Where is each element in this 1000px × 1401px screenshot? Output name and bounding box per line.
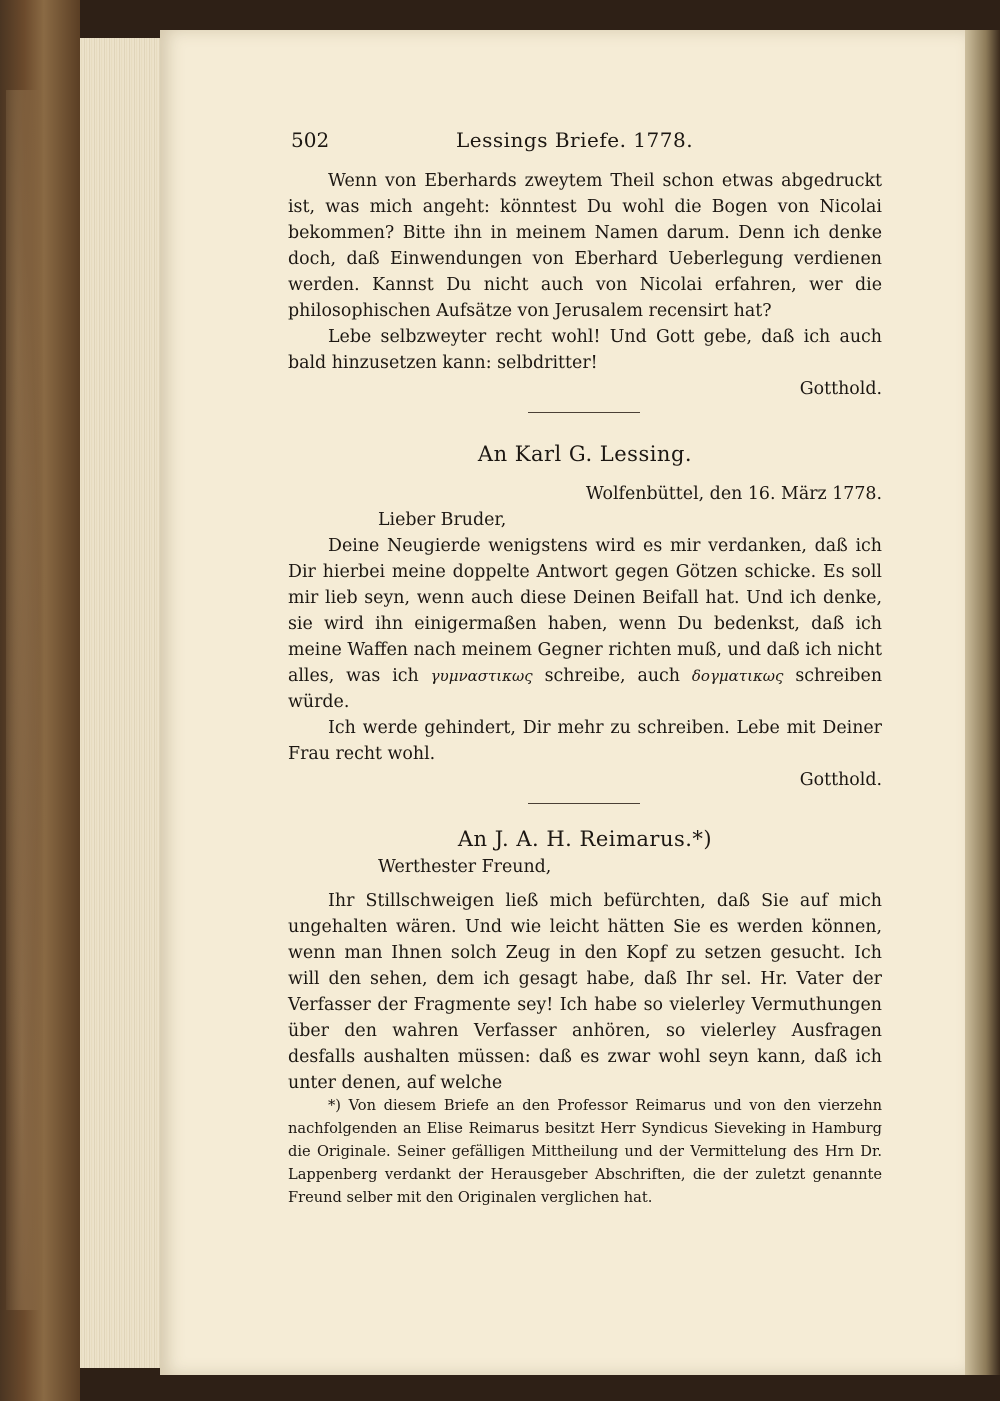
greek-word: δογματικως xyxy=(691,667,784,685)
marbled-cover xyxy=(6,90,46,1310)
page-shadow-edge xyxy=(965,30,1000,1375)
paragraph: Ich werde gehindert, Dir mehr zu schreiben. Lebe mit Deiner Frau recht wohl. xyxy=(288,718,882,764)
greek-word: γυμναστικως xyxy=(430,667,533,685)
footnote-text: *) Von diesem Briefe an den Professor Reimarus und von den vierzehn nachfolgenden an Elise Reimarus besitzt Herr Syndicus Sieveking in Hamburg die Originale. Seiner gefälligen Mittheilung und der Vermittelung des Hrn Dr. Lappenberg verdankt der Herausgeber Abschriften, die der zuletzt genannte Freund selber mit den Originalen verglichen hat. xyxy=(288,1097,882,1206)
paragraph: Lebe selbzweyter recht wohl! Und Gott gebe, daß ich auch bald hinzusetzen kann: selbdritter! xyxy=(288,327,882,373)
paragraph: Wenn von Eberhards zweytem Theil schon etwas abgedruckt ist, was mich angeht: könntest Du wohl die Bogen von Nicolai bekommen? Bitte ihn in meinem Namen darum. Denn ich denke doch, daß Einwendungen von Eberhard Ueberlegung verdienen werden. Kannst Du nicht auch von Nicolai erfahren, wer die philosophischen Aufsätze von Jerusalem recensirt hat? xyxy=(288,171,882,321)
paragraph xyxy=(288,533,882,715)
page-body xyxy=(288,168,882,1096)
page-number: 502 xyxy=(291,128,330,152)
page-stack-edge xyxy=(80,38,166,1368)
footnote xyxy=(288,1094,882,1209)
letter-heading: An Karl G. Lessing. xyxy=(477,442,693,466)
paragraph: Ihr Stillschweigen ließ mich befürchten, daß Sie auf mich ungehalten wären. Und wie leicht hätten Sie es werden können, wenn man Ihnen solch Zeug in den Kopf zu setzen gesucht. Ich will den sehen, dem ich gesagt habe, daß Ihr sel. Hr. Vater der Verfasser der Fragmente sey! Ich habe so vielerley Vermuthungen über den wahren Verfasser anhören, so vielerley Ausfragen desfalls aushalten müssen: daß es zwar wohl seyn kann, daß ich unter denen, auf welche xyxy=(288,891,882,1093)
signature: Gotthold. xyxy=(799,770,882,790)
running-head: Lessings Briefe. 1778. xyxy=(456,128,694,152)
paragraph-text: schreibe, auch xyxy=(544,666,680,686)
salutation: Werthester Freund, xyxy=(378,857,552,877)
paragraph-text: schreiben würde. xyxy=(288,666,883,712)
letter-heading: An J. A. H. Reimarus.*) xyxy=(457,827,713,851)
place-date: Wolfenbüttel, den 16. März 1778. xyxy=(585,484,882,504)
salutation: Lieber Bruder, xyxy=(378,510,507,530)
page-header xyxy=(291,128,881,158)
paragraph-text: Deine Neugierde wenigstens wird es mir verdanken, daß ich Dir hierbei meine doppelte Antwort gegen Götzen schicke. Es soll mir lieb seyn, wenn auch diese Deinen Beifall hat. Und ich denke, sie wird ihn einigermaßen haben, wenn Du bedenkst, daß ich meine Waffen nach meinem Gegner richten muß, und daß ich nicht alles, was ich xyxy=(288,536,882,686)
signature: Gotthold. xyxy=(799,379,882,399)
